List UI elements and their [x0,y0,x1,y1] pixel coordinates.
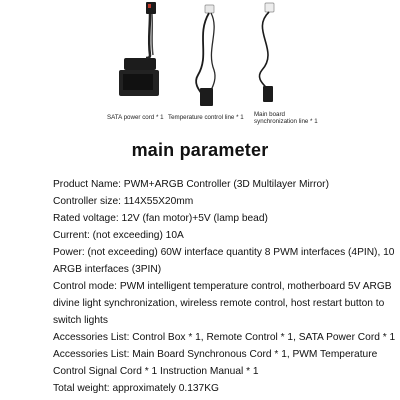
param-power: Power: (not exceeding) 60W interface quantity 8 PWM interfaces (4PIN), 10 ARGB interfaces (3PIN) [53,247,395,275]
sync-line-caption-1: Main board [254,111,285,118]
section-title: main parameter [131,140,269,160]
temp-line-caption: Temperature control line * 1 [168,114,244,121]
sata-cord-caption: SATA power cord * 1 [107,114,164,121]
sync-line-caption [254,111,318,125]
sata-power-cord-image [119,2,159,96]
param-current: Current: (not exceeding) 10A [53,230,184,241]
temperature-control-line-image [196,5,215,106]
param-product-name: Product Name: PWM+ARGB Controller (3D Multilayer Mirror) [53,179,329,190]
param-accessories: Accessories List: Control Box * 1, Remote Control * 1, SATA Power Cord * 1 Accessories List: Main Board Synchronous Cord * 1, PWM Temperature Control Signal Cord * 1 Instruction Manual * 1 [53,332,396,377]
param-controller-size: Controller size: 114X55X20mm [53,196,194,207]
param-rated-voltage: Rated voltage: 12V (fan motor)+5V (lamp bead) [53,213,268,224]
param-control-mode: Control mode: PWM intelligent temperature control, motherboard 5V ARGB divine light synchronization, wireless remote control, host restart button to switch lights [53,281,392,326]
sync-line-caption-2: synchronization line * 1 [254,118,318,125]
parameter-list [53,176,398,397]
mainboard-sync-line-image [259,3,274,102]
param-total-weight: Total weight: approximately 0.137KG [53,383,219,394]
